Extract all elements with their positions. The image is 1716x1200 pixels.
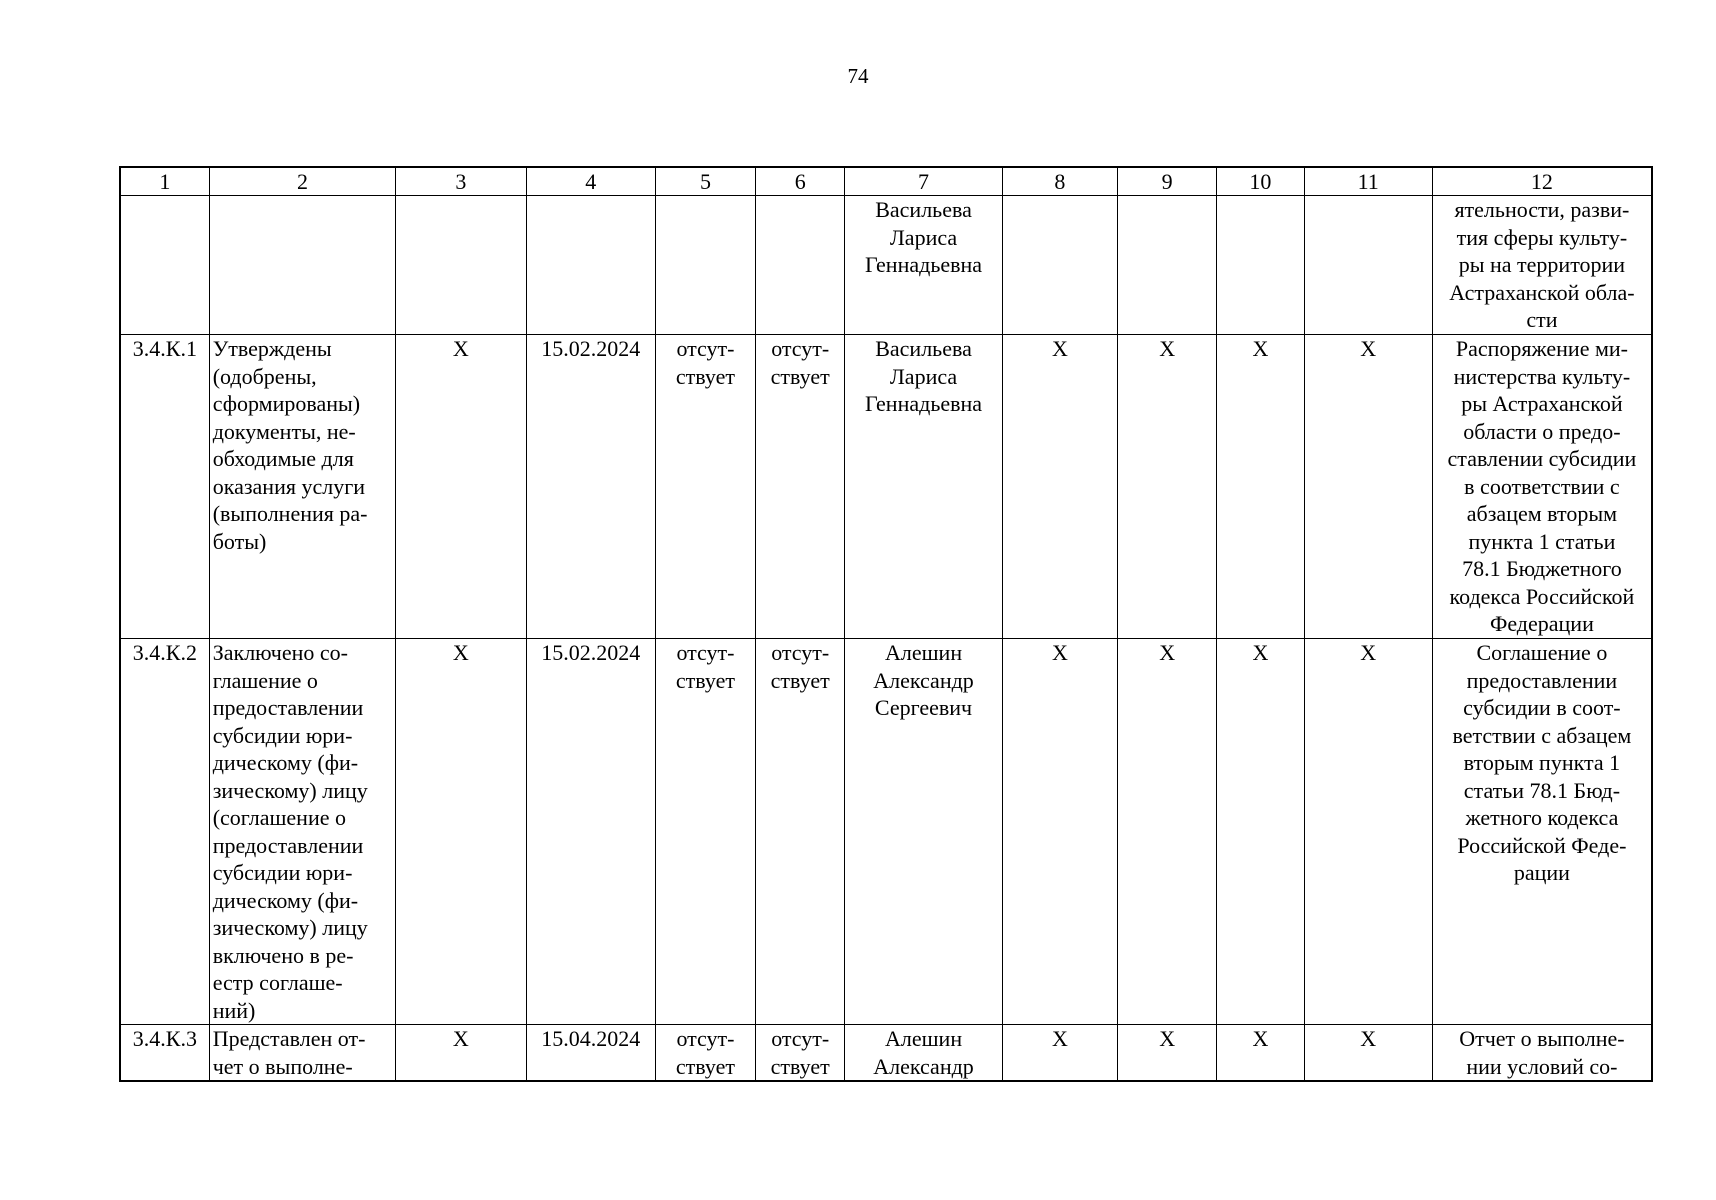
cell-col3: X — [396, 639, 526, 1025]
cell-date — [526, 196, 655, 335]
table-row — [120, 335, 1652, 639]
cell-col5: отсут- ствует — [655, 335, 755, 639]
table-row — [120, 1025, 1652, 1082]
cell-col6 — [756, 196, 845, 335]
column-header: 9 — [1118, 167, 1217, 196]
cell-responsible: Алешин Александр Сергеевич — [845, 639, 1002, 1025]
cell-col8: X — [1002, 335, 1117, 639]
cell-event: Представлен от- чет о выполне- — [209, 1025, 395, 1082]
cell-document: Отчет о выполне- нии условий со- — [1432, 1025, 1652, 1082]
cell-col9 — [1118, 196, 1217, 335]
cell-col10: X — [1217, 335, 1304, 639]
cell-col9: X — [1118, 335, 1217, 639]
cell-col10: X — [1217, 639, 1304, 1025]
cell-col8: X — [1002, 1025, 1117, 1082]
column-header: 10 — [1217, 167, 1304, 196]
cell-document: Соглашение о предоставлении субсидии в соот- ветствии с абзацем вторым пункта 1 статьи 78.1 Бюд- жетного кодекса Российской Феде- рации — [1432, 639, 1652, 1025]
cell-responsible: Васильева Лариса Геннадьевна — [845, 335, 1002, 639]
page-number: 74 — [847, 64, 869, 88]
column-header: 7 — [845, 167, 1002, 196]
column-header: 6 — [756, 167, 845, 196]
cell-number — [120, 196, 209, 335]
cell-col9: X — [1118, 639, 1217, 1025]
cell-col3: X — [396, 335, 526, 639]
table-row — [120, 639, 1652, 1025]
cell-responsible: Васильева Лариса Геннадьевна — [845, 196, 1002, 335]
cell-col9: X — [1118, 1025, 1217, 1082]
cell-event: Утверждены (одобрены, сформированы) документы, не- обходимые для оказания услуги (выполнения ра- боты) — [209, 335, 395, 639]
cell-col5 — [655, 196, 755, 335]
cell-date: 15.04.2024 — [526, 1025, 655, 1082]
cell-col3 — [396, 196, 526, 335]
cell-document: Распоряжение ми- нистерства культу- ры Астраханской области о предо- ставлении субсидии в соответствии с абзацем вторым пункта 1 статьи 78.1 Бюджетного кодекса Российской Федерации — [1432, 335, 1652, 639]
cell-col11 — [1304, 196, 1432, 335]
column-header: 11 — [1304, 167, 1432, 196]
cell-col3: X — [396, 1025, 526, 1082]
column-header: 8 — [1002, 167, 1117, 196]
column-header: 1 — [120, 167, 209, 196]
table-header-row — [120, 167, 1652, 196]
column-header: 4 — [526, 167, 655, 196]
cell-col6: отсут- ствует — [756, 639, 845, 1025]
cell-event — [209, 196, 395, 335]
cell-number: 3.4.К.2 — [120, 639, 209, 1025]
cell-date: 15.02.2024 — [526, 639, 655, 1025]
column-header: 5 — [655, 167, 755, 196]
cell-col11: X — [1304, 335, 1432, 639]
cell-col10: X — [1217, 1025, 1304, 1082]
cell-number: 3.4.К.3 — [120, 1025, 209, 1082]
cell-col5: отсут- ствует — [655, 1025, 755, 1082]
cell-document: ятельности, разви- тия сферы культу- ры на территории Астраханской обла- сти — [1432, 196, 1652, 335]
cell-number: 3.4.К.1 — [120, 335, 209, 639]
document-table — [119, 166, 1653, 1082]
cell-col11: X — [1304, 639, 1432, 1025]
cell-col6: отсут- ствует — [756, 335, 845, 639]
cell-col11: X — [1304, 1025, 1432, 1082]
column-header: 2 — [209, 167, 395, 196]
cell-col8: X — [1002, 639, 1117, 1025]
cell-col5: отсут- ствует — [655, 639, 755, 1025]
cell-responsible: Алешин Александр — [845, 1025, 1002, 1082]
column-header: 3 — [396, 167, 526, 196]
cell-col10 — [1217, 196, 1304, 335]
table-row — [120, 196, 1652, 335]
cell-col6: отсут- ствует — [756, 1025, 845, 1082]
cell-date: 15.02.2024 — [526, 335, 655, 639]
column-header: 12 — [1432, 167, 1652, 196]
cell-col8 — [1002, 196, 1117, 335]
cell-event: Заключено со- глашение о предоставлении субсидии юри- дическому (фи- зическому) лицу (соглашение о предоставлении субсидии юри- дическому (фи- зическому) лицу включено в ре- естр соглаше- ний) — [209, 639, 395, 1025]
